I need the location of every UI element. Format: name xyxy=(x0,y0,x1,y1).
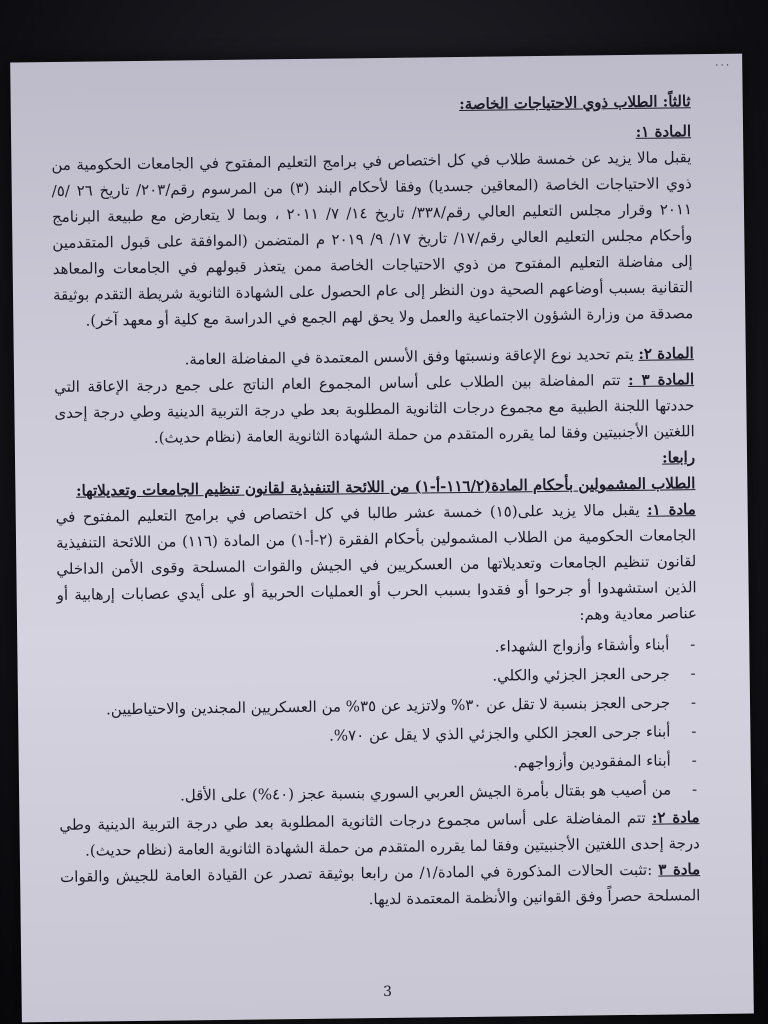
list-item-text: من أصيب هو بقتال بأمرة الجيش العربي السوري بنسبة عجز (٤٠%) على الأقل. xyxy=(179,780,672,805)
martyrs-article-1 xyxy=(56,496,698,634)
list-item-text: أبناء جرحى العجز الكلي والجزئي الذي لا يقل عن ٧٠%. xyxy=(328,722,671,745)
article-text: تتم المفاضلة على أساس مجموع درجات الثانوية المطلوبة بعد طي درجة التربية الدينية وطي درجة إحدى اللغتين الأجنبيتين وفقا لما يقرره المتقدم من حملة الشهادة الثانوية العامة (نظام حديث). xyxy=(59,808,700,860)
article-text: تتم المفاضلة بين الطلاب على أساس المجموع العام الناتج على جمع درجة الإعاقة التي حددتها اللجنة الطبية مع مجموع درجات الثانوية المطلوبة بعد طي درجة التربية الدينية وطي درجة إحدى اللغتين الأجنبيتين وفقا لما يقرره المتقدم من حملة الشهادة الثانوية العامة (نظام حديث). xyxy=(54,371,695,447)
article-text: يقبل مالا يزيد عن خمسة طلاب في كل اختصاص في برامج التعليم المفتوح في الجامعات الحكومية من ذوي الاحتياجات الخاصة (المعاقين جسديا) وفقا لأحكام البند (٣) من المرسوم رقم/٢٠٣/ تاريخ ٢٦ /٥/ ٢٠١١ وقرار مجلس التعليم العالي رقم/٣٣٨/ تاريخ ١٤/ ٧/ ٢٠١١ ، وبما لا يتعارض مع طبيعة البرنامج وأحكام مجلس التعليم العالي رقم/١٧/ تاريخ ١٧/ ٩/ ٢٠١٩ م المتضمن (الموافقة على قبول المتقدمين إلى مفاضلة التعليم المفتوح من ذوي الاحتياجات الخاصة ممن يتعذر قبولهم في الجامعات والمعاهد التقانية بسبب أوضاعهم الصحية دون النظر إلى عام الحصول على الشهادة الثانوية شريطة التقدم بوثيقة مصدقة من وزارة الشؤون الاجتماعية والعمل ولا يحق لهم الجمع في الدراسة مع كلية أو معهد آخر). xyxy=(51,148,694,330)
section-heading-special-needs: ثالثاً: الطلاب ذوي الاحتياجات الخاصة: xyxy=(459,92,691,114)
special-needs-article-1 xyxy=(51,118,693,334)
article-label: مادة ٢: xyxy=(651,808,700,827)
section-number-martyrs: رابعا: xyxy=(661,448,696,467)
list-item-text: أبناء وأشقاء وأزواج الشهداء. xyxy=(494,635,670,656)
list-marker: - xyxy=(691,722,697,741)
martyrs-article-2 xyxy=(59,804,700,864)
article-label: المادة ١: xyxy=(635,122,692,141)
article-label: المادة ٢: xyxy=(638,344,694,363)
document-body xyxy=(51,88,701,916)
list-marker: - xyxy=(690,693,697,712)
article-text: يقبل مالا يزيد على(١٥) خمسة عشر طالبا في كل اختصاص في برامج التعليم المفتوح في الجامعات الحكومية من الطلاب المشمولين بأحكام الفقرة (٢-أ-١) من المادة (١١٦) من اللائحة التنفيذية لقانون تنظيم الجامعات وتعديلاتها من العسكريين في الجيش والقوات المسلحة وقوى الأمن الداخلي الذين استشهدوا أو جرحوا أو فقدوا بسبب الحرب أو العمليات الحربية أو على أيدي عصابات إرهابية أو عناصر معادية وهم: xyxy=(55,500,698,624)
list-item-text: جرحى العجز الجزئي والكلي. xyxy=(492,664,670,685)
martyrs-article-3 xyxy=(60,856,701,916)
list-marker: - xyxy=(691,780,698,799)
article-label: المادة ٣ : xyxy=(627,370,695,389)
special-needs-article-3 xyxy=(54,366,695,452)
eligible-categories-list xyxy=(57,630,699,812)
list-marker: - xyxy=(690,635,696,654)
list-marker: - xyxy=(691,751,697,770)
list-item-text: أبناء المفقودين وأزواجهم. xyxy=(513,751,671,772)
article-text: يتم تحديد نوع الإعاقة ونسبتها وفق الأسس المعتمدة في المفاضلة العامة. xyxy=(184,344,634,369)
list-marker: - xyxy=(690,664,696,683)
section-heading-martyrs: الطلاب المشمولين بأحكام المادة(١١٦/٢-أ-١) من اللائحة التنفيذية لقانون تنظيم الجامعات وتعديلاتها: xyxy=(75,474,696,500)
corner-mark: ٠٠٠ xyxy=(714,59,731,71)
list-item-text: جرحى العجز بنسبة لا تقل عن ٣٠% ولاتزيد عن ٣٥% من العسكريين المجندين والاحتياطيين. xyxy=(105,693,671,719)
document-page xyxy=(10,54,754,1023)
page-number: 3 xyxy=(382,983,393,1001)
article-label: مادة ١: xyxy=(646,500,696,519)
article-label: مادة ٣ xyxy=(658,860,701,879)
article-text: :تثبت الحالات المذكورة في المادة/١/ من رابعا بوثيقة تصدر عن القيادة العامة للجيش والقوات المسلحة حصراً وفق القوانين والأنظمة المعتمدة لديها. xyxy=(60,860,701,909)
